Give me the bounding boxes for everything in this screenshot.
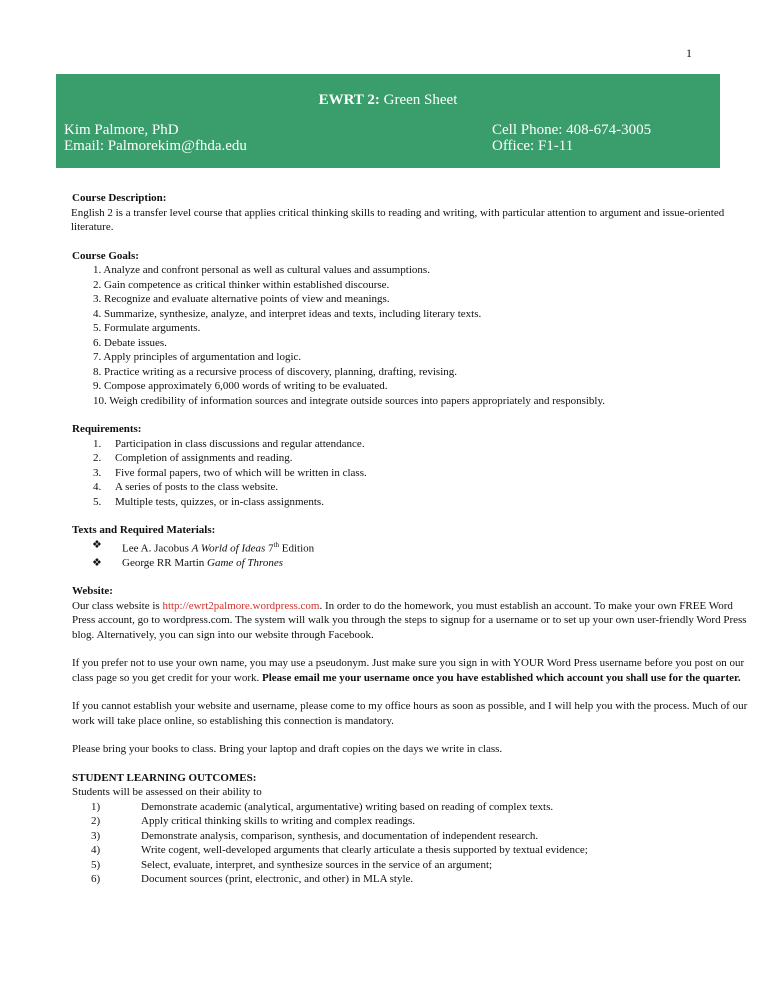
list-item: 3. Five formal papers, two of which will be written in class. bbox=[93, 466, 367, 479]
diamond-bullet-icon: ❖ bbox=[92, 538, 102, 551]
website-paragraph-2: If you prefer not to use your own name, you may use a pseudonym. Just make sure you sign in with YOUR Word Press username before you post on our class page so you get credit for your work. Please email me your username once you have established which account you shall use for the quarter. bbox=[72, 657, 745, 684]
office: Office: F1-11 bbox=[492, 138, 574, 154]
course-description-text: English 2 is a transfer level course that applies critical thinking skills to reading and writing, with particular attention to argument and issue-oriented literature. bbox=[71, 206, 725, 233]
list-item: 4. Summarize, synthesize, analyze, and interpret ideas and texts, including literary texts. bbox=[93, 307, 482, 320]
course-goals-heading: Course Goals: bbox=[72, 249, 139, 262]
website-paragraph-3: If you cannot establish your website and username, please come to my office hours as soon as possible, and I will help you with the process. Much of our work will take place online, so establishing this connection is mandatory. bbox=[72, 700, 748, 727]
list-item: 1. Participation in class discussions and regular attendance. bbox=[93, 437, 365, 450]
website-paragraph-4: Please bring your books to class. Bring your laptop and draft copies on the days we write in class. bbox=[72, 743, 503, 756]
document-body bbox=[72, 191, 752, 887]
list-item: 9. Compose approximately 6,000 words of writing to be evaluated. bbox=[93, 380, 388, 392]
website-heading: Website: bbox=[72, 585, 113, 598]
instructor-email: Email: Palmorekim@fhda.edu bbox=[64, 138, 247, 154]
list-item: 2. Completion of assignments and reading. bbox=[93, 452, 293, 464]
header-banner bbox=[56, 74, 720, 168]
course-description-heading: Course Description: bbox=[72, 192, 167, 204]
list-item: 6) Document sources (print, electronic, and other) in MLA style. bbox=[91, 873, 414, 886]
website-paragraph-1: Our class website is http://ewrt2palmore.wordpress.com. In order to do the homework, you must establish an account. To make your own FREE Word Press account, go to wordpress.com. The system will walk you through the steps to signup for a username or to set up your own user-friendly Word Press blog. Alternatively, you can sign into our website through Facebook. bbox=[72, 599, 747, 641]
list-item: ❖ George RR Martin Game of Thrones bbox=[92, 556, 284, 569]
course-goals-list bbox=[72, 263, 752, 408]
list-item: 5. Formulate arguments. bbox=[93, 322, 201, 334]
slo-intro: Students will be assessed on their ability to bbox=[72, 786, 262, 799]
list-item: 5) Select, evaluate, interpret, and synthesize sources in the service of an argument; bbox=[91, 858, 493, 871]
list-item: 4) Write cogent, well-developed arguments that clearly articulate a thesis supported by textual evidence; bbox=[91, 844, 588, 857]
instructor-name: Kim Palmore, PhD bbox=[64, 122, 179, 138]
list-item: 1) Demonstrate academic (analytical, argumentative) writing based on reading of complex texts. bbox=[91, 800, 554, 813]
title-text: Green Sheet bbox=[379, 92, 458, 108]
diamond-bullet-icon: ❖ bbox=[92, 556, 102, 569]
list-item: ❖ Lee A. Jacobus A World of Ideas 7th Edition bbox=[92, 538, 315, 555]
document-title bbox=[56, 92, 720, 109]
course-code: EWRT 2: bbox=[318, 92, 380, 108]
texts-heading: Texts and Required Materials: bbox=[72, 524, 216, 536]
texts-list bbox=[72, 538, 752, 571]
slo-list bbox=[72, 800, 752, 887]
instructor-info bbox=[64, 122, 247, 154]
requirements-heading: Requirements: bbox=[72, 423, 142, 435]
list-item: 5. Multiple tests, quizzes, or in-class assignments. bbox=[93, 495, 324, 508]
list-item: 3) Demonstrate analysis, comparison, synthesis, and documentation of independent research. bbox=[91, 829, 539, 842]
class-website-link[interactable]: http://ewrt2palmore.wordpress.com bbox=[162, 599, 320, 612]
slo-heading: STUDENT LEARNING OUTCOMES: bbox=[72, 771, 257, 784]
contact-info bbox=[492, 122, 651, 154]
list-item: 8. Practice writing as a recursive process of discovery, planning, drafting, revising. bbox=[93, 365, 458, 378]
list-item: 4. A series of posts to the class website. bbox=[93, 481, 279, 493]
list-item: 3. Recognize and evaluate alternative points of view and meanings. bbox=[93, 293, 390, 305]
list-item: 10. Weigh credibility of information sources and integrate outside sources into papers appropriately and responsibly. bbox=[93, 394, 606, 407]
cell-phone: Cell Phone: 408-674-3005 bbox=[492, 122, 652, 138]
list-item: 2) Apply critical thinking skills to writing and complex readings. bbox=[91, 815, 416, 828]
requirements-list bbox=[72, 437, 752, 510]
list-item: 6. Debate issues. bbox=[93, 336, 167, 349]
list-item: 1. Analyze and confront personal as well as cultural values and assumptions. bbox=[93, 264, 430, 276]
list-item: 7. Apply principles of argumentation and logic. bbox=[93, 351, 302, 363]
page-number: 1 bbox=[686, 46, 692, 60]
list-item: 2. Gain competence as critical thinker within established discourse. bbox=[93, 278, 390, 291]
